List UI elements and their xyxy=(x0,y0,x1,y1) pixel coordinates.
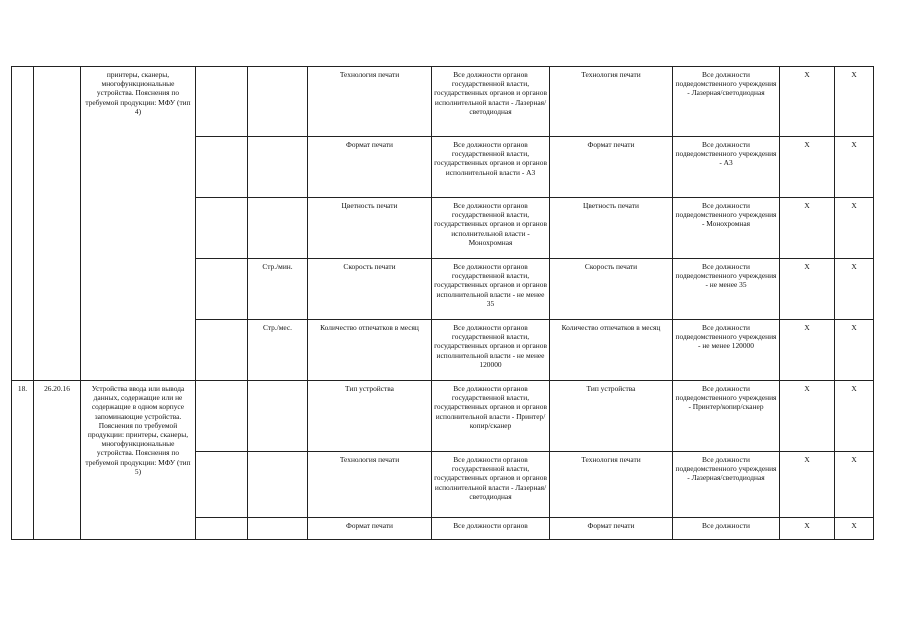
product-name: Устройства ввода или вывода данных, содержащие или не содержащие в одном корпусе запоминающие устройства. Пояснения по требуемой продукции: принтеры, сканеры, многофункциональные устройства. Пояснения по требуемой продукции: МФУ (тип 5) xyxy=(81,381,196,540)
param-unit xyxy=(248,198,308,259)
param-code xyxy=(196,518,248,540)
characteristic-value-2: Все должности подведомственного учреждения - Монохромная xyxy=(673,198,780,259)
characteristic-name-2: Тип устройства xyxy=(550,381,673,452)
function-mark: X xyxy=(835,320,874,381)
param-unit xyxy=(248,67,308,137)
param-code xyxy=(196,259,248,320)
characteristic-value: Все должности органов государственной власти, государственных органов и органов исполнительной власти - Принтер/копир/сканер xyxy=(432,381,550,452)
okpd-code: 26.20.16 xyxy=(34,381,81,540)
param-unit xyxy=(248,137,308,198)
characteristic-value-2: Все должности подведомственного учреждения - А3 xyxy=(673,137,780,198)
justification-mark: X xyxy=(780,518,835,540)
justification-mark: X xyxy=(780,259,835,320)
characteristic-value-2: Все должности подведомственного учреждения - не менее 35 xyxy=(673,259,780,320)
function-mark: X xyxy=(835,518,874,540)
characteristic-name: Тип устройства xyxy=(308,381,432,452)
param-code xyxy=(196,137,248,198)
characteristic-value-2: Все должности подведомственного учреждения - Принтер/копир/сканер xyxy=(673,381,780,452)
characteristic-value-2: Все должности подведомственного учреждения - Лазерная/светодиодная xyxy=(673,67,780,137)
characteristic-name-2: Технология печати xyxy=(550,67,673,137)
characteristic-name-2: Скорость печати xyxy=(550,259,673,320)
characteristic-value: Все должности органов государственной власти, государственных органов и органов исполнительной власти - А3 xyxy=(432,137,550,198)
characteristic-name: Формат печати xyxy=(308,518,432,540)
function-mark: X xyxy=(835,198,874,259)
characteristic-name-2: Формат печати xyxy=(550,137,673,198)
table-row xyxy=(12,67,874,137)
param-unit xyxy=(248,452,308,518)
okpd-code xyxy=(34,67,81,381)
justification-mark: X xyxy=(780,452,835,518)
requirements-table xyxy=(11,66,874,540)
function-mark: X xyxy=(835,452,874,518)
param-unit xyxy=(248,381,308,452)
row-number xyxy=(12,67,34,381)
characteristic-name: Технология печати xyxy=(308,67,432,137)
characteristic-name: Цветность печати xyxy=(308,198,432,259)
justification-mark: X xyxy=(780,198,835,259)
param-code xyxy=(196,452,248,518)
param-code xyxy=(196,67,248,137)
characteristic-value: Все должности органов государственной власти, государственных органов и органов исполнительной власти - не менее 120000 xyxy=(432,320,550,381)
function-mark: X xyxy=(835,259,874,320)
function-mark: X xyxy=(835,137,874,198)
param-unit xyxy=(248,518,308,540)
characteristic-name: Скорость печати xyxy=(308,259,432,320)
characteristic-value: Все должности органов государственной власти, государственных органов и органов исполнительной власти - Монохромная xyxy=(432,198,550,259)
param-code xyxy=(196,320,248,381)
characteristic-name-2: Технология печати xyxy=(550,452,673,518)
product-name: принтеры, сканеры, многофункциональные устройства. Пояснения по требуемой продукции: МФУ (тип 4) xyxy=(81,67,196,381)
characteristic-value: Все должности органов государственной власти, государственных органов и органов исполнительной власти - не менее 35 xyxy=(432,259,550,320)
param-code xyxy=(196,198,248,259)
characteristic-value: Все должности органов государственной власти, государственных органов и органов исполнительной власти - Лазерная/ светодиодная xyxy=(432,67,550,137)
function-mark: X xyxy=(835,67,874,137)
characteristic-name: Технология печати xyxy=(308,452,432,518)
justification-mark: X xyxy=(780,67,835,137)
characteristic-name: Формат печати xyxy=(308,137,432,198)
characteristic-name-2: Цветность печати xyxy=(550,198,673,259)
characteristic-value-2: Все должности подведомственного учреждения - не менее 120000 xyxy=(673,320,780,381)
characteristic-value-2: Все должности подведомственного учреждения - Лазерная/светодиодная xyxy=(673,452,780,518)
table-body xyxy=(12,67,874,540)
characteristic-value-2: Все должности xyxy=(673,518,780,540)
justification-mark: X xyxy=(780,320,835,381)
param-unit: Стр./мин. xyxy=(248,259,308,320)
characteristic-value: Все должности органов xyxy=(432,518,550,540)
justification-mark: X xyxy=(780,381,835,452)
characteristic-name-2: Количество отпечатков в месяц xyxy=(550,320,673,381)
table-row xyxy=(12,381,874,452)
characteristic-value: Все должности органов государственной власти, государственных органов и органов исполнительной власти - Лазерная/ светодиодная xyxy=(432,452,550,518)
characteristic-name-2: Формат печати xyxy=(550,518,673,540)
row-number: 18. xyxy=(12,381,34,540)
param-code xyxy=(196,381,248,452)
function-mark: X xyxy=(835,381,874,452)
characteristic-name: Количество отпечатков в месяц xyxy=(308,320,432,381)
param-unit: Стр./мес. xyxy=(248,320,308,381)
justification-mark: X xyxy=(780,137,835,198)
